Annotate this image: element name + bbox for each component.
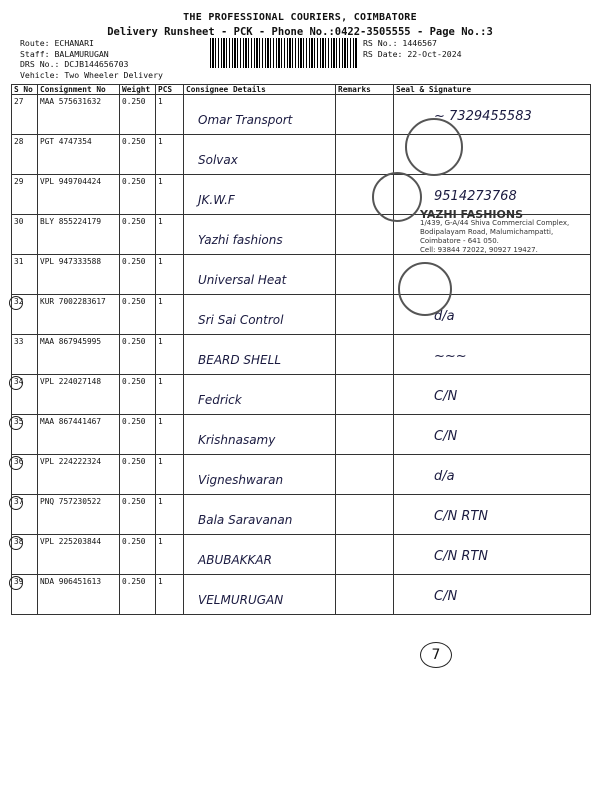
weight: 0.250	[120, 495, 156, 535]
consignee-cell	[184, 95, 336, 135]
remarks-cell	[336, 255, 394, 295]
yazhi-stamp-block	[420, 210, 569, 255]
weight: 0.250	[120, 575, 156, 615]
pieces: 1	[156, 135, 184, 175]
table-row	[12, 255, 591, 295]
signature-note: C/N	[434, 589, 458, 604]
pieces: 1	[156, 335, 184, 375]
consignee-cell	[184, 335, 336, 375]
weight: 0.250	[120, 135, 156, 175]
consignee-name: BEARD SHELL	[198, 353, 282, 367]
table-row	[12, 575, 591, 615]
serial-number: 32	[12, 295, 38, 335]
signature-note: C/N RTN	[434, 509, 489, 524]
consignee-cell	[184, 255, 336, 295]
consignment-number: PGT 4747354	[38, 135, 120, 175]
signature-cell	[394, 375, 591, 415]
vehicle-field: Vehicle: Two Wheeler Delivery	[20, 69, 163, 80]
weight: 0.250	[120, 335, 156, 375]
consignee-name: Omar Transport	[198, 113, 293, 127]
signature-cell	[394, 415, 591, 455]
consignee-name: Krishnasamy	[198, 433, 276, 447]
consignee-name: Universal Heat	[198, 273, 287, 287]
route-field: Route: ECHANARI	[20, 38, 94, 48]
staff-field: Staff: BALAMURUGAN	[20, 48, 109, 59]
table-row	[12, 95, 591, 135]
column-header: S No	[12, 85, 38, 95]
signature-note: d/a	[434, 309, 455, 324]
pieces: 1	[156, 255, 184, 295]
consignment-number: VPL 225203844	[38, 535, 120, 575]
serial-number: 28	[12, 135, 38, 175]
pieces: 1	[156, 295, 184, 335]
weight: 0.250	[120, 375, 156, 415]
signature-cell	[394, 495, 591, 535]
serial-number: 36	[12, 455, 38, 495]
consignment-number: VPL 224027148	[38, 375, 120, 415]
weight: 0.250	[120, 415, 156, 455]
handwritten-circle	[9, 536, 23, 550]
table-row	[12, 375, 591, 415]
consignment-number: KUR 7002283617	[38, 295, 120, 335]
serial-number: 33	[12, 335, 38, 375]
consignment-number: MAA 867945995	[38, 335, 120, 375]
serial-number: 31	[12, 255, 38, 295]
signature-note: C/N	[434, 389, 458, 404]
company-title: THE PROFESSIONAL COURIERS, COIMBATORE	[183, 12, 417, 23]
column-header: Consignment No	[38, 85, 120, 95]
weight: 0.250	[120, 255, 156, 295]
remarks-cell	[336, 335, 394, 375]
column-header: Consignee Details	[184, 85, 336, 95]
stamp-line2: Bodipalayam Road, Malumichampatti,	[420, 228, 554, 236]
consignee-cell	[184, 135, 336, 175]
consignee-name: Yazhi fashions	[198, 233, 283, 247]
runsheet-subtitle: Delivery Runsheet - PCK - Phone No.:0422-3505555 - Page No.:3	[107, 26, 493, 38]
serial-number: 30	[12, 215, 38, 255]
remarks-cell	[336, 215, 394, 255]
consignment-number: MAA 575631632	[38, 95, 120, 135]
pieces: 1	[156, 535, 184, 575]
handwritten-circle	[9, 576, 23, 590]
handwritten-circle	[9, 416, 23, 430]
remarks-cell	[336, 95, 394, 135]
consignment-number: VPL 947333588	[38, 255, 120, 295]
runsheet-table	[11, 84, 591, 615]
consignee-cell	[184, 575, 336, 615]
consignee-cell	[184, 175, 336, 215]
serial-number: 35	[12, 415, 38, 455]
weight: 0.250	[120, 95, 156, 135]
consignee-cell	[184, 535, 336, 575]
consignee-cell	[184, 215, 336, 255]
handwritten-circle	[9, 456, 23, 470]
serial-number: 34	[12, 375, 38, 415]
table-row	[12, 455, 591, 495]
table-row	[12, 335, 591, 375]
remarks-cell	[336, 575, 394, 615]
remarks-cell	[336, 135, 394, 175]
handwritten-circle	[9, 496, 23, 510]
signature-cell	[394, 335, 591, 375]
pieces: 1	[156, 95, 184, 135]
consignment-number: MAA 867441467	[38, 415, 120, 455]
consignment-number: VPL 949704424	[38, 175, 120, 215]
consignment-number: PNQ 757230522	[38, 495, 120, 535]
remarks-cell	[336, 375, 394, 415]
pieces: 1	[156, 375, 184, 415]
consignee-name: ABUBAKKAR	[198, 553, 272, 567]
serial-number: 38	[12, 535, 38, 575]
consignee-name: Vigneshwaran	[198, 473, 284, 487]
serial-number: 29	[12, 175, 38, 215]
pieces: 1	[156, 455, 184, 495]
weight: 0.250	[120, 455, 156, 495]
table-row	[12, 535, 591, 575]
weight: 0.250	[120, 535, 156, 575]
rs-date-field: RS Date: 22-Oct-2024	[363, 48, 462, 59]
weight: 0.250	[120, 215, 156, 255]
consignment-number: VPL 224222324	[38, 455, 120, 495]
stamp-line4: Cell: 93844 72022, 90927 19427.	[420, 246, 538, 254]
rs-no-field: RS No.: 1446567	[363, 38, 437, 48]
column-header: Remarks	[336, 85, 394, 95]
pieces: 1	[156, 415, 184, 455]
remarks-cell	[336, 295, 394, 335]
meta-left	[20, 38, 163, 80]
consignee-name: JK.W.F	[198, 193, 235, 207]
consignment-number: NDA 906451613	[38, 575, 120, 615]
pieces: 1	[156, 495, 184, 535]
column-header: Seal & Signature	[394, 85, 591, 95]
weight: 0.250	[120, 175, 156, 215]
signature-note: d/a	[434, 469, 455, 484]
column-header: Weight	[120, 85, 156, 95]
consignee-name: Fedrick	[198, 393, 242, 407]
table-row	[12, 495, 591, 535]
stamp-line3: Coimbatore - 641 050.	[420, 237, 499, 245]
remarks-cell	[336, 455, 394, 495]
solvax-seal-stamp	[405, 118, 463, 176]
consignee-cell	[184, 415, 336, 455]
remarks-cell	[336, 415, 394, 455]
consignee-name: Solvax	[198, 153, 238, 167]
consignee-cell	[184, 295, 336, 335]
table-header-row	[12, 85, 591, 95]
handwritten-circle	[9, 296, 23, 310]
table-row	[12, 135, 591, 175]
serial-number: 37	[12, 495, 38, 535]
column-header: PCS	[156, 85, 184, 95]
consignee-name: VELMURUGAN	[198, 593, 284, 607]
consignee-cell	[184, 375, 336, 415]
remarks-cell	[336, 495, 394, 535]
table-row	[12, 415, 591, 455]
meta-right	[363, 38, 462, 59]
signature-note: 9514273768	[434, 189, 517, 204]
signature-note: C/N	[434, 429, 458, 444]
pieces: 1	[156, 175, 184, 215]
consignee-cell	[184, 495, 336, 535]
stamp-name: YAZHI FASHIONS	[420, 208, 523, 221]
stamp-line1: 1/439, G-A/44 Shiva Commercial Complex,	[420, 219, 570, 227]
signature-note: ~~~	[434, 349, 467, 364]
postal-seal-stamp	[398, 262, 452, 316]
signature-cell	[394, 535, 591, 575]
pieces: 1	[156, 215, 184, 255]
consignee-name: Bala Saravanan	[198, 513, 293, 527]
signature-note: ~ 7329455583	[434, 109, 532, 124]
consignment-number: BLY 855224179	[38, 215, 120, 255]
serial-number: 27	[12, 95, 38, 135]
page-mark-circle: 7	[420, 642, 452, 668]
signature-cell	[394, 455, 591, 495]
consignee-cell	[184, 455, 336, 495]
company-seal-stamp	[372, 172, 422, 222]
remarks-cell	[336, 535, 394, 575]
signature-note: C/N RTN	[434, 549, 489, 564]
barcode	[210, 38, 358, 68]
consignee-name: Sri Sai Control	[198, 313, 284, 327]
table-row	[12, 295, 591, 335]
drs-field: DRS No.: DCJB144656703	[20, 59, 129, 69]
pieces: 1	[156, 575, 184, 615]
signature-cell	[394, 575, 591, 615]
serial-number: 39	[12, 575, 38, 615]
weight: 0.250	[120, 295, 156, 335]
handwritten-circle	[9, 376, 23, 390]
